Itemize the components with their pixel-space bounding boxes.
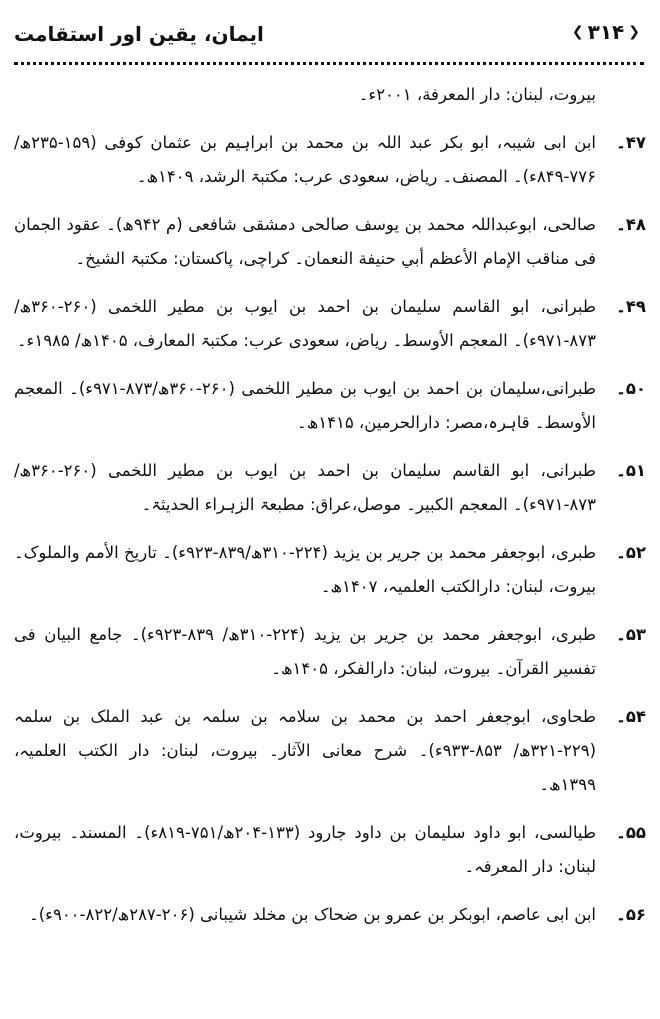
page-number: ۳۱۴ [587, 20, 625, 44]
bibliography-entry [14, 618, 646, 686]
entry-number: ۴۸۔ [616, 215, 646, 234]
bibliography-entry [14, 208, 646, 276]
entry-number: ۴۷۔ [616, 133, 646, 152]
bibliography-entry [14, 898, 646, 932]
entry-text: طبرانی، ابو القاسم سلیمان بن احمد بن ایوب بن مطیر اللخمی (۲۶۰-۳۶۰ھ/ ۸۷۳-۹۷۱ء)۔ المعجم الأوسط۔ ریاض، سعودی عرب: مکتبۃ المعارف، ۱۴۰۵ھ/ ۱۹۸۵ء۔ [14, 297, 596, 350]
entry-text: ابن ابی شیبہ، ابو بکر عبد اللہ بن محمد بن ابراہیم بن عثمان کوفی (۱۵۹-۲۳۵ھ/ ۷۷۶-۸۴۹ء)۔ المصنف۔ ریاض، سعودی عرب: مکتبۃ الرشد، ۱۴۰۹ھ۔ [14, 133, 596, 186]
entry-text: طبری، ابوجعفر محمد بن جریر بن یزید (۲۲۴-۳۱۰ھ/ ۸۳۹-۹۲۳ء)۔ جامع البیان فی تفسیر القرآن۔ بیروت، لبنان: دارالفکر، ۱۴۰۵ھ۔ [14, 625, 596, 678]
entry-text: بیروت، لبنان: دار المعرفة، ۲۰۰۱ء۔ [358, 85, 596, 104]
bibliography-entry [14, 78, 646, 112]
entry-number: ۵۵۔ [616, 823, 646, 842]
entry-number: ۵۳۔ [616, 625, 646, 644]
bibliography-entry [14, 536, 646, 604]
entry-text: طبرانی، ابو القاسم سلیمان بن احمد بن ایوب بن مطیر اللخمی (۲۶۰-۳۶۰ھ/ ۸۷۳-۹۷۱ء)۔ المعجم الکبیر۔ موصل،عراق: مطبعۃ الزہراء الحدیثۃ۔ [14, 461, 596, 514]
page-header [14, 14, 644, 58]
entry-text: طبری، ابوجعفر محمد بن جریر بن یزید (۲۲۴-۳۱۰ھ/۸۳۹-۹۲۳ء)۔ تاریخ الأمم والملوک۔ بیروت، لبنان: دارالکتب العلمیہ، ۱۴۰۷ھ۔ [14, 543, 596, 596]
entry-number: ۵۴۔ [616, 707, 646, 726]
entry-number: ۴۹۔ [616, 297, 646, 316]
bibliography-entry [14, 126, 646, 194]
bibliography-entry [14, 290, 646, 358]
ornament-left-icon: ❮ [628, 24, 640, 40]
bibliography-entry [14, 372, 646, 440]
entry-text: طیالسی، ابو داود سلیمان بن داود جارود (۱۳۳-۲۰۴ھ/۷۵۱-۸۱۹ء)۔ المسند۔ بیروت، لبنان: دار المعرفہ۔ [14, 823, 596, 876]
page-number-box [572, 20, 640, 44]
entry-number: ۵۱۔ [616, 461, 646, 480]
ornament-right-icon: ❯ [571, 24, 584, 40]
bibliography-entry [14, 454, 646, 522]
bibliography-list [14, 78, 646, 946]
entry-number: ۵۲۔ [616, 543, 646, 562]
header-divider [14, 62, 644, 65]
running-title: ایمان، یقین اور استقامت [14, 22, 264, 46]
entry-text: ابن ابی عاصم، ابوبکر بن عمرو بن ضحاک بن مخلد شیبانی (۲۰۶-۲۸۷ھ/۸۲۲-۹۰۰ء)۔ [29, 905, 596, 924]
bibliography-entry [14, 700, 646, 802]
entry-text: صالحی، ابوعبداللہ محمد بن یوسف صالحی دمشقی شافعی (م ۹۴۲ھ)۔ عقود الجمان فی مناقب الإمام الأعظم أبي حنيفة النعمان۔ کراچی، پاکستان: مکتبۃ الشیخ۔ [14, 215, 596, 268]
entry-number: ۵۰۔ [616, 379, 646, 398]
bibliography-entry [14, 816, 646, 884]
entry-text: طحاوی، ابوجعفر احمد بن محمد بن سلامہ بن سلمہ بن عبد الملک بن سلمہ (۲۲۹-۳۲۱ھ/ ۸۵۳-۹۳۳ء)۔ شرح معانی الآثار۔ بیروت، لبنان: دار الکتب العلمیہ، ۱۳۹۹ھ۔ [14, 707, 596, 794]
entry-text: طبرانی،سلیمان بن احمد بن ایوب بن مطیر اللخمی (۲۶۰-۳۶۰ھ/۸۷۳-۹۷۱ء)۔ المعجم الأوسط۔ قاہرہ،مصر: دارالحرمین، ۱۴۱۵ھ۔ [14, 379, 597, 432]
entry-number: ۵۶۔ [616, 905, 646, 924]
